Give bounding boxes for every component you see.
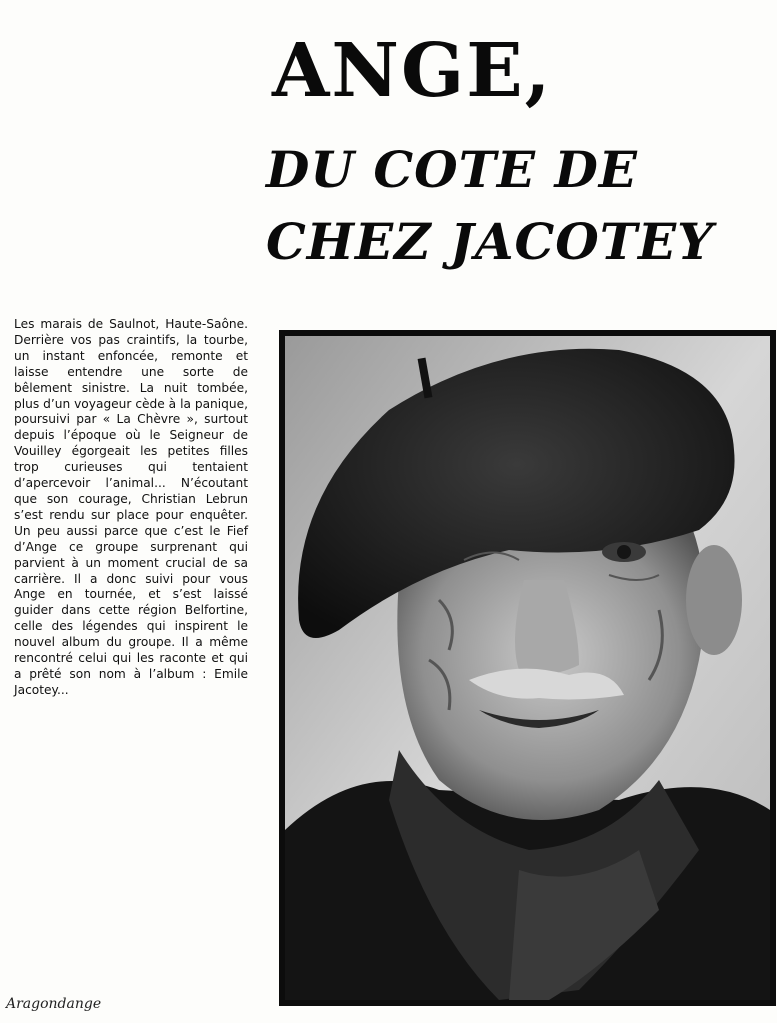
headline-ange: ANGE, [272, 28, 553, 114]
portrait-photo [279, 330, 776, 1006]
portrait-illustration [279, 330, 776, 1006]
article-body: Les marais de Saulnot, Haute-Saône. Derrière vos pas craintifs, la tourbe, un instant enfoncée, remonte et laisse entendre une sorte de bêlement sinistre. La nuit tombée, plus d’un voyageur cède à la panique, poursuivi par « La Chèvre », surtout depuis l’époque où le Seigneur de Vouilley égorgeait les petites filles trop curieuses qui tentaient d’apercevoir l’animal... N’écoutant que son courage, Christian Lebrun s’est rendu sur place pour enquêter. Un peu aussi parce que c’est le Fief d’Ange ce groupe surprenant qui parvient à un moment crucial de sa carrière. Il a donc suivi pour vous Ange en tournée, et s’est laissé guider dans cette région Belfortine, celle des légendes qui inspirent le nouvel album du groupe. Il a même rencontré celui qui les raconte et qui a prêté son nom à l’album : Emile Jacotey... [14, 317, 248, 697]
headline-chez-jacotey: CHEZ JACOTEY [266, 212, 714, 271]
watermark-signature: Aragondange [6, 996, 102, 1012]
headline-du-cote-de: DU COTE DE [266, 140, 638, 199]
